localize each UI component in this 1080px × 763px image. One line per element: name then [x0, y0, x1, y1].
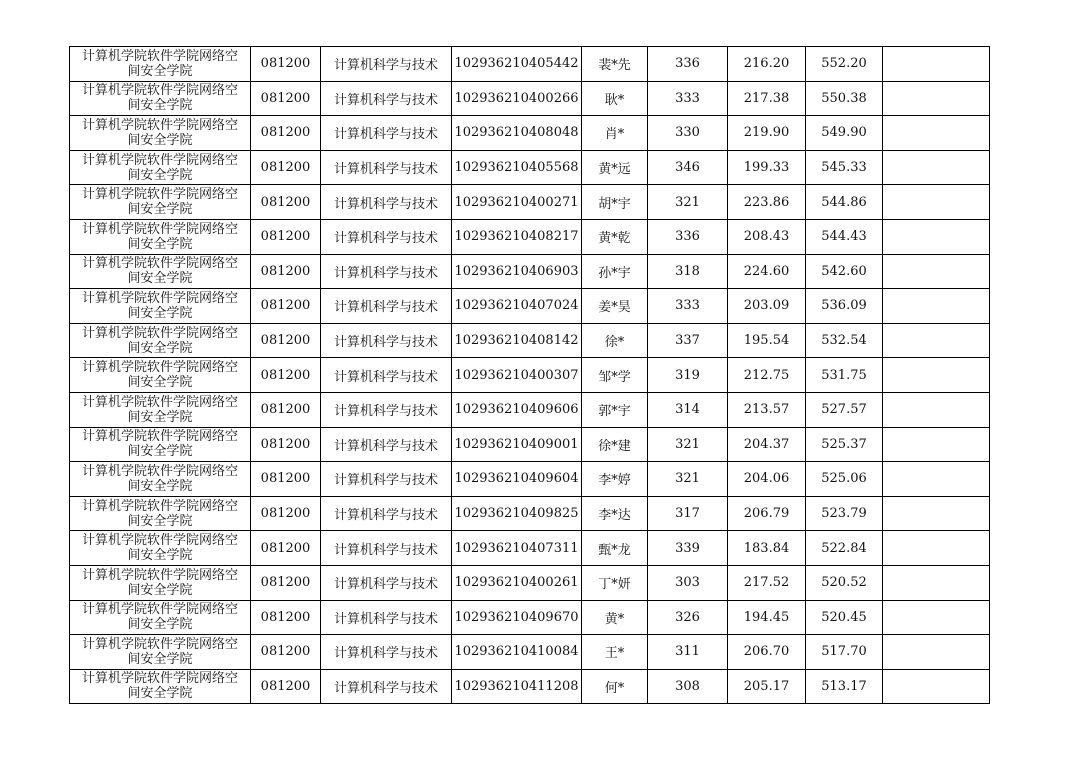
major-code-cell: 081200	[251, 150, 321, 185]
student-name-cell: 甄*龙	[582, 531, 648, 566]
major-name-cell: 计算机科学与技术	[321, 358, 452, 393]
exam-id-cell: 102936210408142	[452, 323, 582, 358]
major-code-cell: 081200	[251, 47, 321, 82]
retest-score-cell: 217.38	[728, 81, 806, 116]
exam-id-cell: 102936210408217	[452, 219, 582, 254]
college-name-line1: 计算机学院软件学院网络空	[81, 48, 238, 64]
total-score-cell: 527.57	[806, 392, 883, 427]
student-name-cell: 肖*	[582, 116, 648, 151]
preliminary-score-cell: 336	[648, 219, 728, 254]
exam-id-cell: 102936210405442	[452, 47, 582, 82]
retest-score-cell: 212.75	[728, 358, 806, 393]
college-cell	[70, 150, 251, 185]
retest-score-cell: 205.17	[728, 669, 806, 704]
college-name-line1: 计算机学院软件学院网络空	[81, 290, 238, 306]
major-name-cell: 计算机科学与技术	[321, 289, 452, 324]
remark-cell	[883, 81, 990, 116]
exam-id-cell: 102936210409670	[452, 600, 582, 635]
exam-id-cell: 102936210406903	[452, 254, 582, 289]
remark-cell	[883, 185, 990, 220]
major-code-cell: 081200	[251, 427, 321, 462]
college-cell	[70, 635, 251, 670]
exam-id-cell: 102936210405568	[452, 150, 582, 185]
major-code-cell: 081200	[251, 323, 321, 358]
table-row	[70, 358, 990, 393]
remark-cell	[883, 565, 990, 600]
college-cell	[70, 185, 251, 220]
college-name-line1: 计算机学院软件学院网络空	[81, 360, 238, 376]
retest-score-cell: 183.84	[728, 531, 806, 566]
preliminary-score-cell: 336	[648, 47, 728, 82]
preliminary-score-cell: 337	[648, 323, 728, 358]
preliminary-score-cell: 326	[648, 600, 728, 635]
total-score-cell: 544.43	[806, 219, 883, 254]
college-name-line1: 计算机学院软件学院网络空	[81, 533, 238, 549]
college-name-line2: 间安全学院	[127, 444, 193, 460]
college-name-line1: 计算机学院软件学院网络空	[81, 187, 238, 203]
student-name-cell: 徐*建	[582, 427, 648, 462]
major-code-cell: 081200	[251, 669, 321, 704]
total-score-cell: 545.33	[806, 150, 883, 185]
major-code-cell: 081200	[251, 185, 321, 220]
retest-score-cell: 224.60	[728, 254, 806, 289]
remark-cell	[883, 427, 990, 462]
college-name-line2: 间安全学院	[127, 236, 193, 252]
major-name-cell: 计算机科学与技术	[321, 254, 452, 289]
college-cell	[70, 219, 251, 254]
retest-score-cell: 204.37	[728, 427, 806, 462]
major-name-cell: 计算机科学与技术	[321, 496, 452, 531]
college-cell	[70, 669, 251, 704]
major-name-cell: 计算机科学与技术	[321, 150, 452, 185]
major-name-cell: 计算机科学与技术	[321, 81, 452, 116]
college-name-line2: 间安全学院	[127, 651, 193, 667]
remark-cell	[883, 219, 990, 254]
exam-id-cell: 102936210400261	[452, 565, 582, 600]
remark-cell	[883, 462, 990, 497]
total-score-cell: 513.17	[806, 669, 883, 704]
retest-score-cell: 217.52	[728, 565, 806, 600]
table-row	[70, 600, 990, 635]
table-row	[70, 323, 990, 358]
college-cell	[70, 323, 251, 358]
remark-cell	[883, 635, 990, 670]
major-name-cell: 计算机科学与技术	[321, 323, 452, 358]
college-cell	[70, 427, 251, 462]
college-name-line2: 间安全学院	[127, 375, 193, 391]
college-name-line2: 间安全学院	[127, 478, 193, 494]
retest-score-cell: 204.06	[728, 462, 806, 497]
student-name-cell: 裴*先	[582, 47, 648, 82]
major-code-cell: 081200	[251, 496, 321, 531]
total-score-cell: 523.79	[806, 496, 883, 531]
college-cell	[70, 358, 251, 393]
college-name-line1: 计算机学院软件学院网络空	[81, 325, 238, 341]
college-name-line2: 间安全学院	[127, 617, 193, 633]
table-row	[70, 47, 990, 82]
major-code-cell: 081200	[251, 289, 321, 324]
college-cell	[70, 254, 251, 289]
major-name-cell: 计算机科学与技术	[321, 185, 452, 220]
retest-score-cell: 213.57	[728, 392, 806, 427]
college-name-line1: 计算机学院软件学院网络空	[81, 671, 238, 687]
preliminary-score-cell: 333	[648, 81, 728, 116]
total-score-cell: 525.37	[806, 427, 883, 462]
college-name-line2: 间安全学院	[127, 548, 193, 564]
student-name-cell: 黄*远	[582, 150, 648, 185]
college-name-line1: 计算机学院软件学院网络空	[81, 256, 238, 272]
major-code-cell: 081200	[251, 600, 321, 635]
student-name-cell: 胡*宇	[582, 185, 648, 220]
student-name-cell: 李*婷	[582, 462, 648, 497]
retest-score-cell: 223.86	[728, 185, 806, 220]
exam-id-cell: 102936210410084	[452, 635, 582, 670]
preliminary-score-cell: 330	[648, 116, 728, 151]
college-name-line1: 计算机学院软件学院网络空	[81, 152, 238, 168]
remark-cell	[883, 323, 990, 358]
preliminary-score-cell: 318	[648, 254, 728, 289]
major-name-cell: 计算机科学与技术	[321, 635, 452, 670]
remark-cell	[883, 600, 990, 635]
admission-score-table	[69, 46, 990, 704]
total-score-cell: 531.75	[806, 358, 883, 393]
student-name-cell: 何*	[582, 669, 648, 704]
exam-id-cell: 102936210407311	[452, 531, 582, 566]
table-row	[70, 496, 990, 531]
preliminary-score-cell: 314	[648, 392, 728, 427]
exam-id-cell: 102936210409001	[452, 427, 582, 462]
table-row	[70, 185, 990, 220]
exam-id-cell: 102936210408048	[452, 116, 582, 151]
total-score-cell: 517.70	[806, 635, 883, 670]
exam-id-cell: 102936210411208	[452, 669, 582, 704]
remark-cell	[883, 358, 990, 393]
college-cell	[70, 47, 251, 82]
student-name-cell: 孙*宇	[582, 254, 648, 289]
college-name-line2: 间安全学院	[127, 582, 193, 598]
college-name-line1: 计算机学院软件学院网络空	[81, 117, 238, 133]
college-name-line1: 计算机学院软件学院网络空	[81, 83, 238, 99]
college-name-line1: 计算机学院软件学院网络空	[81, 429, 238, 445]
college-cell	[70, 496, 251, 531]
major-name-cell: 计算机科学与技术	[321, 669, 452, 704]
remark-cell	[883, 116, 990, 151]
preliminary-score-cell: 333	[648, 289, 728, 324]
college-cell	[70, 116, 251, 151]
college-name-line1: 计算机学院软件学院网络空	[81, 602, 238, 618]
retest-score-cell: 203.09	[728, 289, 806, 324]
preliminary-score-cell: 321	[648, 185, 728, 220]
preliminary-score-cell: 321	[648, 427, 728, 462]
table-row	[70, 462, 990, 497]
retest-score-cell: 206.70	[728, 635, 806, 670]
retest-score-cell: 194.45	[728, 600, 806, 635]
exam-id-cell: 102936210400266	[452, 81, 582, 116]
college-cell	[70, 289, 251, 324]
college-name-line1: 计算机学院软件学院网络空	[81, 498, 238, 514]
total-score-cell: 532.54	[806, 323, 883, 358]
table-row	[70, 81, 990, 116]
table-row	[70, 392, 990, 427]
college-name-line2: 间安全学院	[127, 513, 193, 529]
college-name-line1: 计算机学院软件学院网络空	[81, 394, 238, 410]
student-name-cell: 姜*昊	[582, 289, 648, 324]
remark-cell	[883, 669, 990, 704]
college-name-line2: 间安全学院	[127, 409, 193, 425]
college-name-line2: 间安全学院	[127, 167, 193, 183]
preliminary-score-cell: 321	[648, 462, 728, 497]
college-cell	[70, 462, 251, 497]
retest-score-cell: 216.20	[728, 47, 806, 82]
major-code-cell: 081200	[251, 81, 321, 116]
remark-cell	[883, 254, 990, 289]
total-score-cell: 536.09	[806, 289, 883, 324]
total-score-cell: 542.60	[806, 254, 883, 289]
major-name-cell: 计算机科学与技术	[321, 427, 452, 462]
college-name-line1: 计算机学院软件学院网络空	[81, 463, 238, 479]
major-name-cell: 计算机科学与技术	[321, 600, 452, 635]
exam-id-cell: 102936210400271	[452, 185, 582, 220]
major-code-cell: 081200	[251, 565, 321, 600]
table-row	[70, 635, 990, 670]
retest-score-cell: 219.90	[728, 116, 806, 151]
college-name-line2: 间安全学院	[127, 271, 193, 287]
preliminary-score-cell: 319	[648, 358, 728, 393]
student-name-cell: 邹*学	[582, 358, 648, 393]
total-score-cell: 552.20	[806, 47, 883, 82]
table-row	[70, 565, 990, 600]
remark-cell	[883, 531, 990, 566]
exam-id-cell: 102936210409825	[452, 496, 582, 531]
college-name-line2: 间安全学院	[127, 305, 193, 321]
exam-id-cell: 102936210409606	[452, 392, 582, 427]
table-row	[70, 150, 990, 185]
student-name-cell: 王*	[582, 635, 648, 670]
college-name-line1: 计算机学院软件学院网络空	[81, 636, 238, 652]
remark-cell	[883, 150, 990, 185]
student-name-cell: 黄*乾	[582, 219, 648, 254]
total-score-cell: 525.06	[806, 462, 883, 497]
major-code-cell: 081200	[251, 392, 321, 427]
college-name-line2: 间安全学院	[127, 98, 193, 114]
exam-id-cell: 102936210400307	[452, 358, 582, 393]
retest-score-cell: 208.43	[728, 219, 806, 254]
total-score-cell: 550.38	[806, 81, 883, 116]
college-cell	[70, 565, 251, 600]
total-score-cell: 549.90	[806, 116, 883, 151]
table-row	[70, 254, 990, 289]
major-code-cell: 081200	[251, 531, 321, 566]
preliminary-score-cell: 311	[648, 635, 728, 670]
table-row	[70, 427, 990, 462]
remark-cell	[883, 496, 990, 531]
college-cell	[70, 531, 251, 566]
preliminary-score-cell: 346	[648, 150, 728, 185]
student-name-cell: 黄*	[582, 600, 648, 635]
major-name-cell: 计算机科学与技术	[321, 392, 452, 427]
total-score-cell: 522.84	[806, 531, 883, 566]
major-name-cell: 计算机科学与技术	[321, 565, 452, 600]
major-code-cell: 081200	[251, 116, 321, 151]
major-code-cell: 081200	[251, 254, 321, 289]
preliminary-score-cell: 317	[648, 496, 728, 531]
college-name-line1: 计算机学院软件学院网络空	[81, 567, 238, 583]
major-code-cell: 081200	[251, 358, 321, 393]
remark-cell	[883, 289, 990, 324]
college-cell	[70, 600, 251, 635]
student-name-cell: 李*达	[582, 496, 648, 531]
retest-score-cell: 195.54	[728, 323, 806, 358]
major-name-cell: 计算机科学与技术	[321, 116, 452, 151]
major-code-cell: 081200	[251, 219, 321, 254]
table-body	[70, 47, 990, 704]
preliminary-score-cell: 303	[648, 565, 728, 600]
college-name-line2: 间安全学院	[127, 686, 193, 702]
college-cell	[70, 81, 251, 116]
student-name-cell: 徐*	[582, 323, 648, 358]
college-name-line2: 间安全学院	[127, 63, 193, 79]
remark-cell	[883, 47, 990, 82]
college-name-line2: 间安全学院	[127, 132, 193, 148]
student-name-cell: 丁*妍	[582, 565, 648, 600]
total-score-cell: 520.45	[806, 600, 883, 635]
total-score-cell: 544.86	[806, 185, 883, 220]
major-name-cell: 计算机科学与技术	[321, 531, 452, 566]
college-name-line2: 间安全学院	[127, 340, 193, 356]
student-name-cell: 郭*宇	[582, 392, 648, 427]
major-code-cell: 081200	[251, 462, 321, 497]
major-name-cell: 计算机科学与技术	[321, 219, 452, 254]
preliminary-score-cell: 339	[648, 531, 728, 566]
retest-score-cell: 206.79	[728, 496, 806, 531]
table-row	[70, 289, 990, 324]
college-cell	[70, 392, 251, 427]
student-name-cell: 耿*	[582, 81, 648, 116]
table-row	[70, 116, 990, 151]
remark-cell	[883, 392, 990, 427]
major-name-cell: 计算机科学与技术	[321, 47, 452, 82]
exam-id-cell: 102936210407024	[452, 289, 582, 324]
major-code-cell: 081200	[251, 635, 321, 670]
exam-id-cell: 102936210409604	[452, 462, 582, 497]
college-name-line1: 计算机学院软件学院网络空	[81, 221, 238, 237]
retest-score-cell: 199.33	[728, 150, 806, 185]
table-row	[70, 531, 990, 566]
college-name-line2: 间安全学院	[127, 202, 193, 218]
table-row	[70, 219, 990, 254]
major-name-cell: 计算机科学与技术	[321, 462, 452, 497]
table-row	[70, 669, 990, 704]
preliminary-score-cell: 308	[648, 669, 728, 704]
total-score-cell: 520.52	[806, 565, 883, 600]
